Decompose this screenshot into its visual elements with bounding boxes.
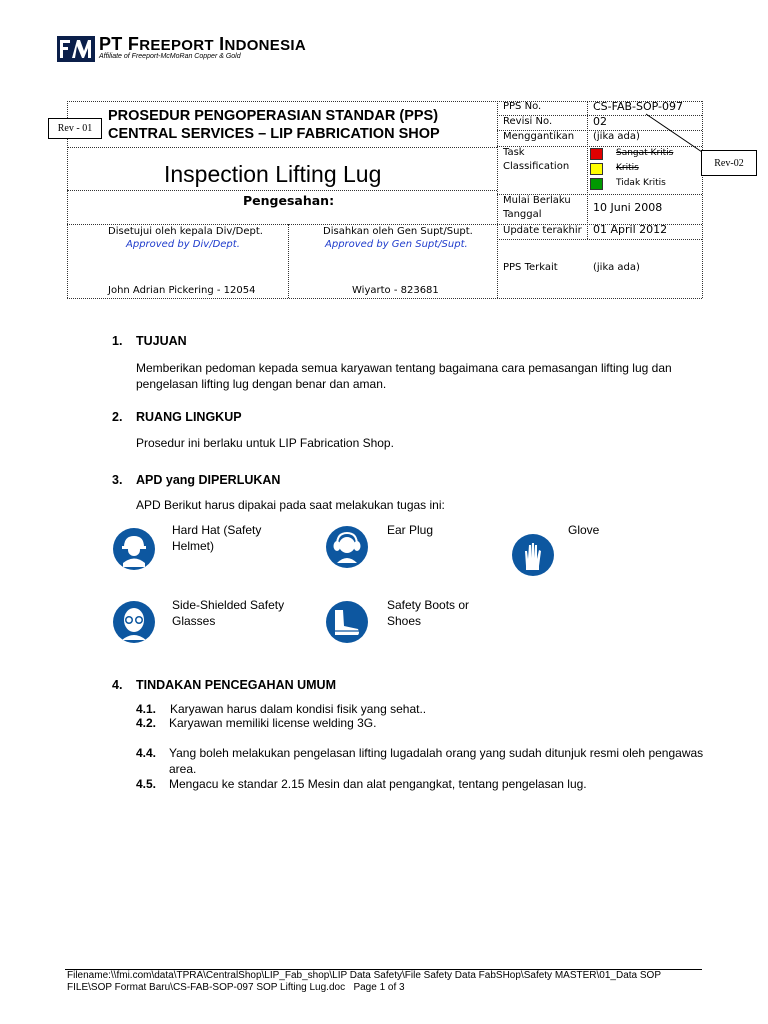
footer-filename-line2: FILE\SOP Format Baru\CS-FAB-SOP-097 SOP Lifting Lug.doc Page 1 of 3 [67, 982, 405, 993]
task-label: Task [503, 147, 525, 158]
footer-filename-line1: Filename:\\fmi.com\data\TPRA\CentralShop\LIP_Fab_shop\LIP Data Safety\File Safety Data FabSHop\Safety MASTER\01_Data SOP [67, 970, 661, 981]
approver1-label: Disetujui oleh kepala Div/Dept. [108, 226, 263, 237]
pps-title-line1: PROSEDUR PENGOPERASIAN STANDAR (PPS) [108, 108, 439, 124]
section4-number: 4. [112, 678, 123, 692]
approver2-name: Wiyarto - 823681 [352, 285, 439, 296]
tidak-kritis-label: Tidak Kritis [616, 178, 666, 188]
pps-no-label: PPS No. [503, 101, 542, 112]
mulai-value: 10 Juni 2008 [593, 201, 663, 214]
section1-text: Memberikan pedoman kepada semua karyawan tentang bagaimana cara pemasangan lifting lug dan pengelasan lifting lug dengan benar dan aman. [136, 361, 672, 391]
section2-number: 2. [112, 410, 123, 424]
sangat-kritis-label: Sangat Kritis [616, 148, 674, 158]
ppe-hard-hat-label: Hard Hat (Safety Helmet) [172, 523, 262, 553]
section3-title: APD yang DIPERLUKAN [136, 473, 281, 487]
freeport-logo-icon [57, 36, 95, 62]
menggantikan-value: (jika ada) [593, 131, 640, 142]
approver1-name: John Adrian Pickering - 12054 [108, 285, 256, 296]
company-name: PT FREEPORT INDONESIA [99, 34, 307, 54]
update-value: 01 April 2012 [593, 223, 668, 236]
sangat-kritis-swatch [590, 148, 603, 160]
item-4-2-number: 4.2. [136, 716, 157, 730]
menggantikan-label: Menggantikan [503, 131, 575, 142]
item-4-4-number: 4.4. [136, 746, 157, 760]
revisi-label: Revisi No. [503, 116, 553, 127]
section2-text: Prosedur ini berlaku untuk LIP Fabrication Shop. [136, 436, 394, 450]
safety-glasses-icon [112, 600, 156, 644]
ppe-glove-label: Glove [568, 523, 600, 537]
classification-label: Classification [503, 161, 570, 172]
section3-text: APD Berikut harus dipakai pada saat melakukan tugas ini: [136, 498, 445, 512]
safety-boots-icon [325, 600, 369, 644]
kritis-label: Kritis [616, 163, 639, 173]
company-subtitle: Affiliate of Freeport-McMoRan Copper & Gold [99, 53, 241, 60]
tanggal-label: Tanggal [503, 209, 542, 220]
item-4-5-text: Mengacu ke standar 2.15 Mesin dan alat pengangkat, tentang pengelasan lug. [169, 777, 587, 791]
pps-no-value: CS-FAB-SOP-097 [593, 100, 683, 113]
section4-title: TINDAKAN PENCEGAHAN UMUM [136, 678, 336, 692]
approver2-label-en: Approved by Gen Supt/Supt. [325, 239, 468, 250]
kritis-swatch [590, 163, 603, 175]
pps-terkait-value: (jika ada) [593, 262, 640, 273]
footer-page-number: Page 1 of 3 [353, 982, 405, 993]
approver2-label: Disahkan oleh Gen Supt/Supt. [323, 226, 473, 237]
glove-icon [511, 533, 555, 577]
section1-number: 1. [112, 334, 123, 348]
item-4-1-text: Karyawan harus dalam kondisi fisik yang sehat.. [170, 702, 427, 716]
approver1-label-en: Approved by Div/Dept. [126, 239, 240, 250]
section1-title: TUJUAN [136, 334, 187, 348]
ppe-safety-glasses-label: Side-Shielded Safety Glasses [172, 598, 285, 628]
update-label: Update terakhir [503, 225, 582, 236]
rev-01-callout: Rev - 01 [48, 118, 102, 139]
pps-terkait-label: PPS Terkait [503, 262, 558, 273]
section3-number: 3. [112, 473, 123, 487]
item-4-2-text: Karyawan memiliki license welding 3G. [169, 716, 377, 730]
item-4-4-text: Yang boleh melakukan pengelasan lifting lugadalah orang yang sudah ditunjuk resmi oleh pengawas area. [169, 746, 704, 776]
ear-plug-icon [325, 525, 369, 569]
mulai-label: Mulai Berlaku [503, 195, 571, 206]
item-4-1-number: 4.1. [136, 702, 157, 716]
section2-title: RUANG LINGKUP [136, 410, 242, 424]
pps-title-line2: CENTRAL SERVICES – LIP FABRICATION SHOP [108, 126, 440, 142]
ppe-ear-plug-label: Ear Plug [387, 523, 434, 537]
item-4-5-number: 4.5. [136, 777, 157, 791]
ppe-safety-boots-label: Safety Boots or Shoes [387, 598, 470, 628]
tidak-kritis-swatch [590, 178, 603, 190]
revisi-value: 02 [593, 115, 607, 128]
hard-hat-icon [112, 527, 156, 571]
pengesahan-label: Pengesahan: [243, 193, 335, 208]
document-title: Inspection Lifting Lug [164, 161, 382, 187]
rev-02-callout: Rev-02 [701, 150, 757, 176]
